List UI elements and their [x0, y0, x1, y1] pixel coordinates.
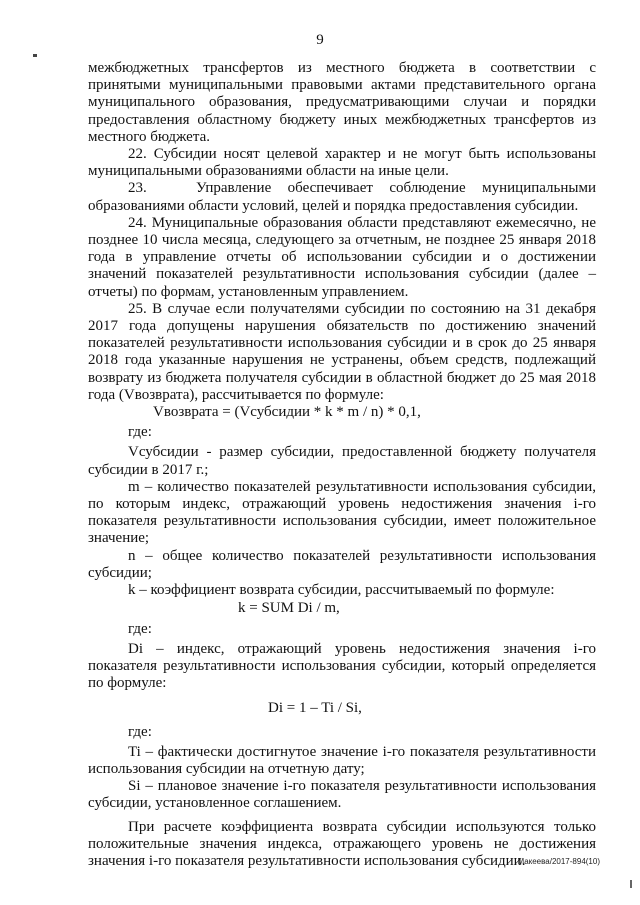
formula-di: Di = 1 – Ti / Si, [268, 700, 362, 717]
scan-mark [630, 880, 632, 888]
paragraph-25: 25. В случае если получателями субсидии по состоянию на 31 декабря 2017 года допущены нарушения обязательств по достижению значений показателей результативности использования субсидии и в срок до 25 января 2018 года указанные нарушения не устранены, объем средств, подлежащий возврату из бюджета получателя субсидии в областной бюджет до 25 мая 2018 года (Vвозврата), рассчитывается по формуле: [88, 300, 596, 403]
where-label: где: [128, 723, 152, 740]
where-label: где: [128, 620, 152, 637]
page-number: 9 [316, 32, 324, 48]
definition-di: Di – индекс, отражающий уровень недостижения значения i-го показателя результативности использования субсидии, который определяется по формуле: [88, 640, 596, 692]
paragraph-22: 22. Субсидии носят целевой характер и не могут быть использованы муниципальными образованиями области на иные цели. [88, 146, 596, 180]
definition-v-subsidy: Vсубсидии - размер субсидии, предоставленной бюджету получателя субсидии в 2017 г.; [88, 444, 596, 478]
paragraph-final: При расчете коэффициента возврата субсидии используются только положительные значения индекса, отражающего уровень не достижения значения i-го показателя результативности использования субсидии. [88, 818, 596, 869]
document-body [88, 60, 596, 870]
paragraph-23: 23. Управление обеспечивает соблюдение муниципальными образованиями области условий, целей и порядка предоставления субсидии. [88, 180, 596, 214]
formula-k: k = SUM Di / m, [238, 600, 340, 617]
definition-m: m – количество показателей результативности использования субсидии, по которым индекс, отражающий уровень недостижения значения i-го показателя результативности использования субсидии, имеет положительное значение; [88, 478, 596, 547]
definition-k: k – коэффициент возврата субсидии, рассчитываемый по формуле: [128, 582, 555, 599]
definition-si: Si – плановое значение i-го показателя результативности использования субсидии, установленное соглашением. [88, 778, 596, 812]
definition-n: n – общее количество показателей результативности использования субсидии; [88, 547, 596, 581]
document-footer-id: Макеева/2017-894(10) [517, 857, 600, 866]
where-label: где: [128, 424, 152, 441]
paragraph-continuation: межбюджетных трансфертов из местного бюджета в соответствии с принятыми муниципальными правовыми актами представительного органа муниципального образования, предусматривающими случаи и порядки предоставления областному бюджету иных межбюджетных трансфертов из местного бюджета. [88, 60, 596, 145]
definition-ti: Ti – фактически достигнутое значение i-го показателя результативности использования субсидии на отчетную дату; [88, 743, 596, 777]
formula-v-return: Vвозврата = (Vсубсидии * k * m / n) * 0,1, [153, 404, 421, 421]
paragraph-24: 24. Муниципальные образования области представляют ежемесячно, не позднее 10 числа месяца, следующего за отчетным, не позднее 25 января 2018 года в управление отчеты об использовании субсидии и о достижении значений показателей результативности использования субсидии (далее – отчеты) по формам, установленным управлением. [88, 214, 596, 300]
margin-mark [33, 54, 37, 57]
